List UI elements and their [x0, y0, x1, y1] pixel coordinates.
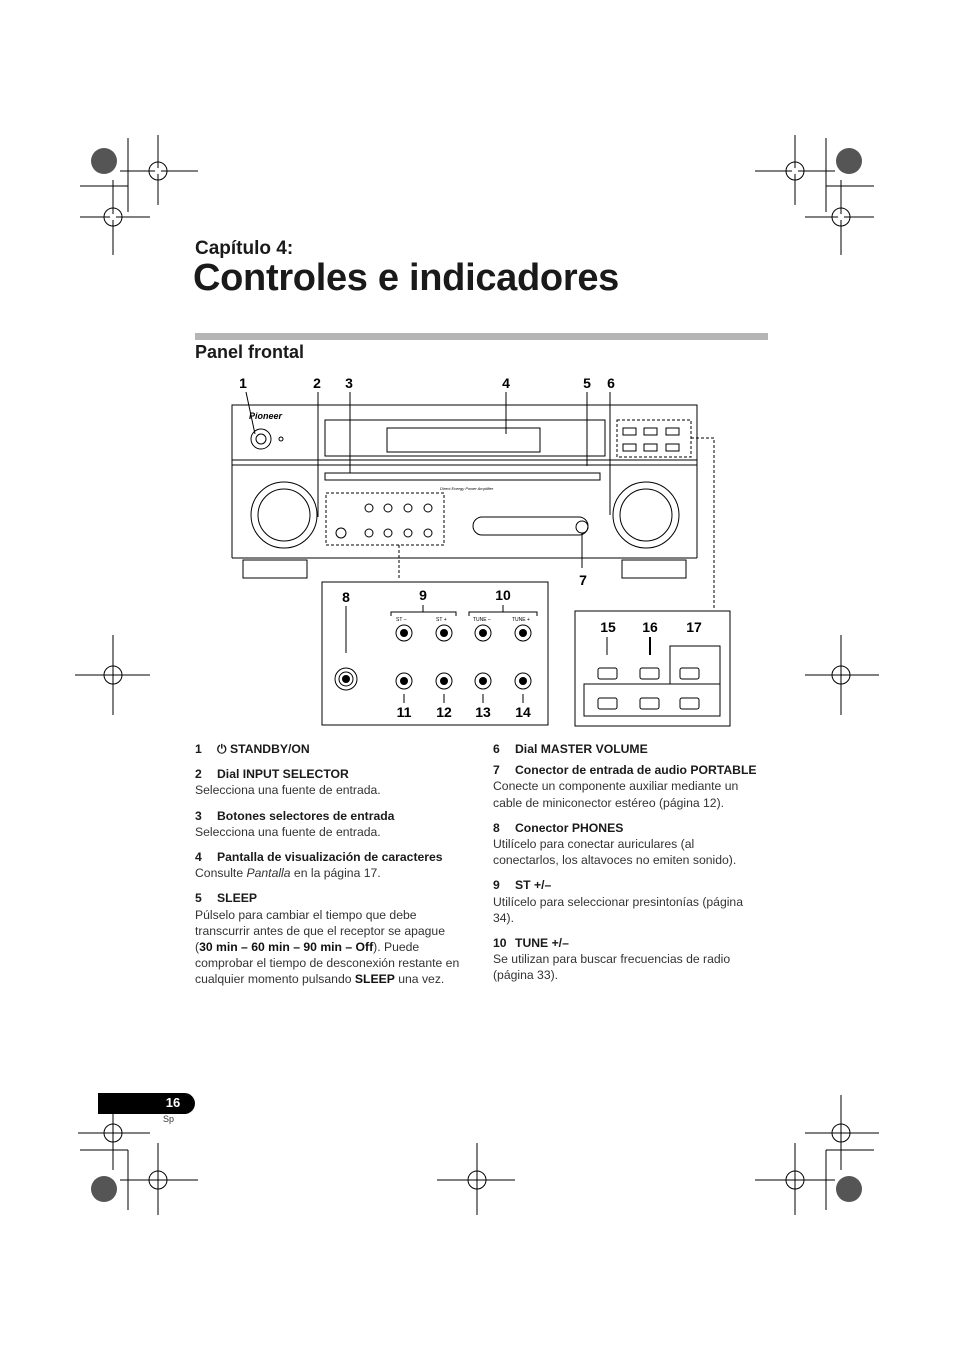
item-desc: Púlselo para cambiar el tiempo que debe transcurrir antes de que el receptor se apague (30 min – 60 min – 90 min – Off). Puede comprobar el tiempo de desconexión restante en cualquier momento pulsando SLEEP una vez. — [195, 907, 460, 987]
item-desc: Conecte un componente auxiliar mediante un cable de miniconector estéreo (página 12). — [493, 779, 739, 810]
callout-16: 16 — [642, 619, 658, 635]
st-plus-label: ST + — [436, 617, 447, 623]
callout-7: 7 — [579, 572, 587, 588]
item-number: 6 — [493, 742, 500, 756]
items-right — [493, 741, 763, 993]
callout-1: 1 — [239, 375, 247, 391]
callout-8: 8 — [342, 589, 350, 605]
tune-minus-label: TUNE – — [473, 617, 491, 623]
item-3 — [195, 808, 465, 840]
item-title: Conector de entrada de audio PORTABLE — [515, 763, 757, 778]
item-title: Pantalla de visualización de caracteres — [217, 850, 443, 865]
item-10 — [493, 935, 763, 984]
item-7 — [493, 762, 763, 811]
page-number: 16 — [165, 1095, 181, 1110]
st-minus-label: ST – — [396, 617, 407, 623]
callout-12: 12 — [436, 704, 452, 720]
page-language: Sp — [163, 1114, 175, 1124]
section-heading: Panel frontal — [195, 342, 305, 362]
callout-5: 5 — [583, 375, 591, 391]
item-number: 7 — [493, 763, 500, 778]
item-desc: Selecciona una fuente de entrada. — [195, 783, 381, 798]
item-number: 8 — [493, 820, 500, 835]
pioneer-logo: Pioneer — [249, 411, 283, 421]
item-title: Botones selectores de entrada — [217, 808, 395, 823]
item-title: Dial INPUT SELECTOR — [217, 767, 349, 782]
callout-6: 6 — [607, 375, 615, 391]
callout-3: 3 — [345, 375, 353, 391]
amp-label: Direct Energy Power Amplifier — [440, 486, 494, 491]
item-desc: Selecciona una fuente de entrada. — [195, 824, 381, 839]
item-title: TUNE +/– — [515, 936, 569, 951]
item-1 — [195, 741, 465, 757]
callout-4: 4 — [502, 375, 510, 391]
item-number: 10 — [493, 936, 507, 951]
item-title: Dial MASTER VOLUME — [515, 742, 648, 756]
item-title: STANDBY/ON — [230, 742, 310, 756]
item-number: 3 — [195, 808, 202, 823]
callout-10: 10 — [495, 587, 511, 603]
item-2 — [195, 766, 465, 798]
page-title: Controles e indicadores — [193, 257, 619, 299]
item-number: 9 — [493, 878, 500, 893]
item-desc: Utilícelo para conectar auriculares (al conectarlos, los altavoces no emiten sonido). — [493, 837, 737, 868]
callout-15: 15 — [600, 619, 616, 635]
chapter-label: Capítulo 4: — [195, 238, 294, 259]
items-left — [195, 741, 465, 997]
item-9 — [493, 877, 763, 926]
callout-11: 11 — [396, 704, 412, 720]
item-title: Conector PHONES — [515, 820, 624, 835]
item-6 — [493, 741, 763, 757]
item-desc: Se utilizan para buscar frecuencias de radio (página 33). — [493, 952, 731, 983]
callout-14: 14 — [515, 704, 531, 720]
item-title: SLEEP — [217, 891, 257, 906]
tune-plus-label: TUNE + — [512, 617, 530, 623]
power-icon: ⏻ — [217, 742, 231, 756]
item-number: 4 — [195, 850, 202, 865]
item-desc: Consulte Pantalla en la página 17. — [195, 866, 381, 881]
item-5 — [195, 890, 465, 987]
item-number: 2 — [195, 767, 202, 782]
callout-2: 2 — [313, 375, 321, 391]
item-title: ST +/– — [515, 878, 552, 893]
item-desc: Utilícelo para seleccionar presintonías (página 34). — [493, 894, 743, 925]
item-4 — [195, 849, 465, 881]
callout-13: 13 — [475, 704, 491, 720]
item-8 — [493, 820, 763, 869]
callout-9: 9 — [419, 587, 427, 603]
item-number: 5 — [195, 891, 202, 906]
item-number: 1 — [195, 742, 202, 756]
callout-17: 17 — [686, 619, 702, 635]
